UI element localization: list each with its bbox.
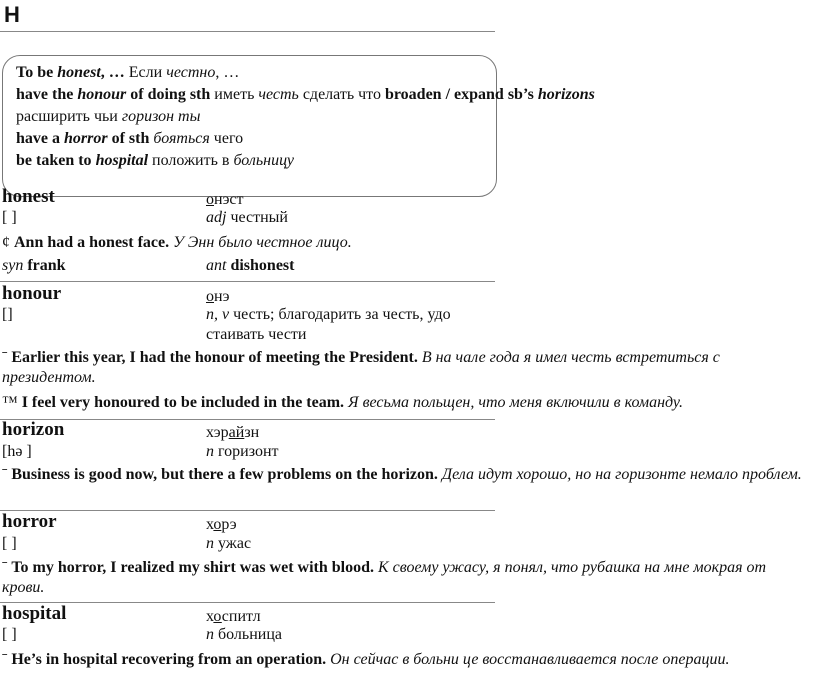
part-of-speech: n — [206, 535, 214, 552]
example-marker: ˉ — [2, 559, 8, 576]
example — [2, 465, 812, 485]
syn-word: frank — [27, 257, 66, 274]
transcription — [206, 191, 244, 209]
headword: horizon — [2, 419, 65, 440]
example-marker: ™ — [2, 394, 18, 411]
part-of-speech: n, v — [206, 306, 230, 323]
syn-label: syn — [2, 257, 28, 274]
stressed-part: о — [206, 288, 214, 305]
stressed-part: о — [206, 191, 214, 208]
transcription — [206, 516, 237, 534]
phrase-part: of doing sth — [126, 86, 215, 103]
synonym — [2, 257, 66, 275]
divider — [0, 419, 495, 420]
phrase-line — [16, 84, 595, 106]
phrase-part: horizons — [537, 86, 595, 103]
example-english: Ann had a honest face. — [14, 234, 170, 251]
example-russian: К своему ужасу, я понял, что рубашка на мне мокрая от крови. — [2, 559, 767, 596]
ipa: [ ] — [2, 209, 17, 226]
transcription — [206, 288, 229, 306]
headword: horror — [2, 511, 57, 532]
phrase-part: иметь — [214, 86, 259, 103]
meaning-continued: стаивать чести — [206, 326, 307, 343]
example-russian: У Энн было честное лицо. — [173, 234, 352, 251]
example-russian: Дела идут хорошо, но на горизонте немало проблем. — [441, 466, 802, 483]
meaning-text: больница — [214, 626, 282, 643]
meaning — [206, 443, 279, 461]
example — [2, 650, 812, 670]
stressed-part: о — [213, 516, 222, 533]
example-marker: ˉ — [2, 651, 8, 668]
phrase-part: have the — [16, 86, 78, 103]
divider — [0, 510, 495, 511]
example-russian: Он сейчас в больни це восстанавливается после операции. — [330, 651, 730, 668]
transcription — [206, 608, 261, 626]
phrase-part: честь — [258, 86, 299, 103]
transcription-part: х — [206, 608, 214, 625]
phrase-line — [16, 62, 239, 84]
transcription-part: спитл — [221, 608, 261, 625]
phrase-part: broaden / expand sb’s — [384, 86, 538, 103]
phrase-part: Если — [128, 64, 167, 81]
phrase-part: сделать что — [298, 86, 385, 103]
example-english: To my horror, I realized my shirt was wet with blood. — [11, 559, 374, 576]
stressed-part: ай — [228, 424, 245, 441]
divider — [0, 31, 495, 32]
phrase-part: of sth — [107, 130, 154, 147]
part-of-speech: n — [206, 626, 214, 643]
transcription — [206, 424, 259, 442]
example-english: Business is good now, but there a few problems on the horizon. — [11, 466, 438, 483]
meaning-text: ужас — [214, 535, 252, 552]
headword: honest — [2, 186, 55, 207]
example — [2, 393, 812, 413]
example-russian: Я весьма польщен, что меня включили в команду. — [348, 394, 683, 411]
part-of-speech: n — [206, 443, 214, 460]
ant-word: dishonest — [230, 257, 295, 274]
meaning-text: горизонт — [214, 443, 279, 460]
phrase-part: , … — [100, 64, 129, 81]
phrase-part: honour — [77, 86, 127, 103]
example — [2, 233, 812, 253]
example-marker: ˉ — [2, 349, 8, 366]
stressed-part: о — [213, 608, 222, 625]
phrase-part: честно — [166, 64, 216, 81]
antonym — [206, 257, 294, 275]
meaning-text: честный — [226, 209, 288, 226]
phrase-part: To be — [16, 64, 58, 81]
meaning — [206, 209, 288, 227]
phrase-part: honest — [57, 64, 101, 81]
phrase-line — [16, 150, 294, 172]
transcription-part: хэр — [206, 424, 229, 441]
meaning — [206, 306, 451, 324]
phrase-part: горизон ты — [121, 108, 201, 125]
phrase-part: бояться — [153, 130, 210, 147]
example-english: I feel very honoured to be included in the team. — [21, 394, 345, 411]
phrase-part: расширить чьи — [16, 108, 122, 125]
ant-label: ant — [206, 257, 231, 274]
transcription-part: нэ — [214, 288, 230, 305]
example-marker: ¢ — [2, 234, 10, 251]
phrase-part: have a — [16, 130, 64, 147]
phrase-part: horror — [64, 130, 108, 147]
phrase-part: hospital — [95, 152, 149, 169]
example — [2, 348, 812, 388]
divider — [0, 281, 495, 282]
example-marker: ˉ — [2, 466, 8, 483]
headword: honour — [2, 283, 62, 304]
headword: hospital — [2, 603, 67, 624]
phrase-part: be taken to — [16, 152, 96, 169]
phrase-line — [16, 128, 243, 150]
transcription-part: рэ — [221, 516, 237, 533]
part-of-speech: adj — [206, 209, 227, 226]
ipa: [] — [2, 306, 13, 323]
phrase-line — [16, 106, 200, 128]
phrase-part: чего — [209, 130, 244, 147]
transcription-part: нэст — [214, 191, 244, 208]
ipa: [ ] — [2, 626, 17, 643]
phrase-part: положить в — [148, 152, 234, 169]
section-letter: H — [4, 2, 20, 27]
meaning — [206, 535, 251, 553]
transcription-part: х — [206, 516, 214, 533]
example-english: Earlier this year, I had the honour of meeting the President. — [11, 349, 418, 366]
meaning — [206, 626, 282, 644]
ipa: [ ] — [2, 535, 17, 552]
ipa: [hə ] — [2, 443, 32, 460]
transcription-part: зн — [244, 424, 260, 441]
phrase-part: больницу — [233, 152, 294, 169]
meaning-text: честь; благодарить за честь, удо — [229, 306, 451, 323]
example — [2, 558, 812, 598]
divider — [0, 602, 495, 603]
example-russian: В на чале года я имел честь встретиться с президентом. — [2, 349, 720, 386]
phrase-part: , … — [215, 64, 240, 81]
example-english: He’s in hospital recovering from an operation. — [11, 651, 327, 668]
